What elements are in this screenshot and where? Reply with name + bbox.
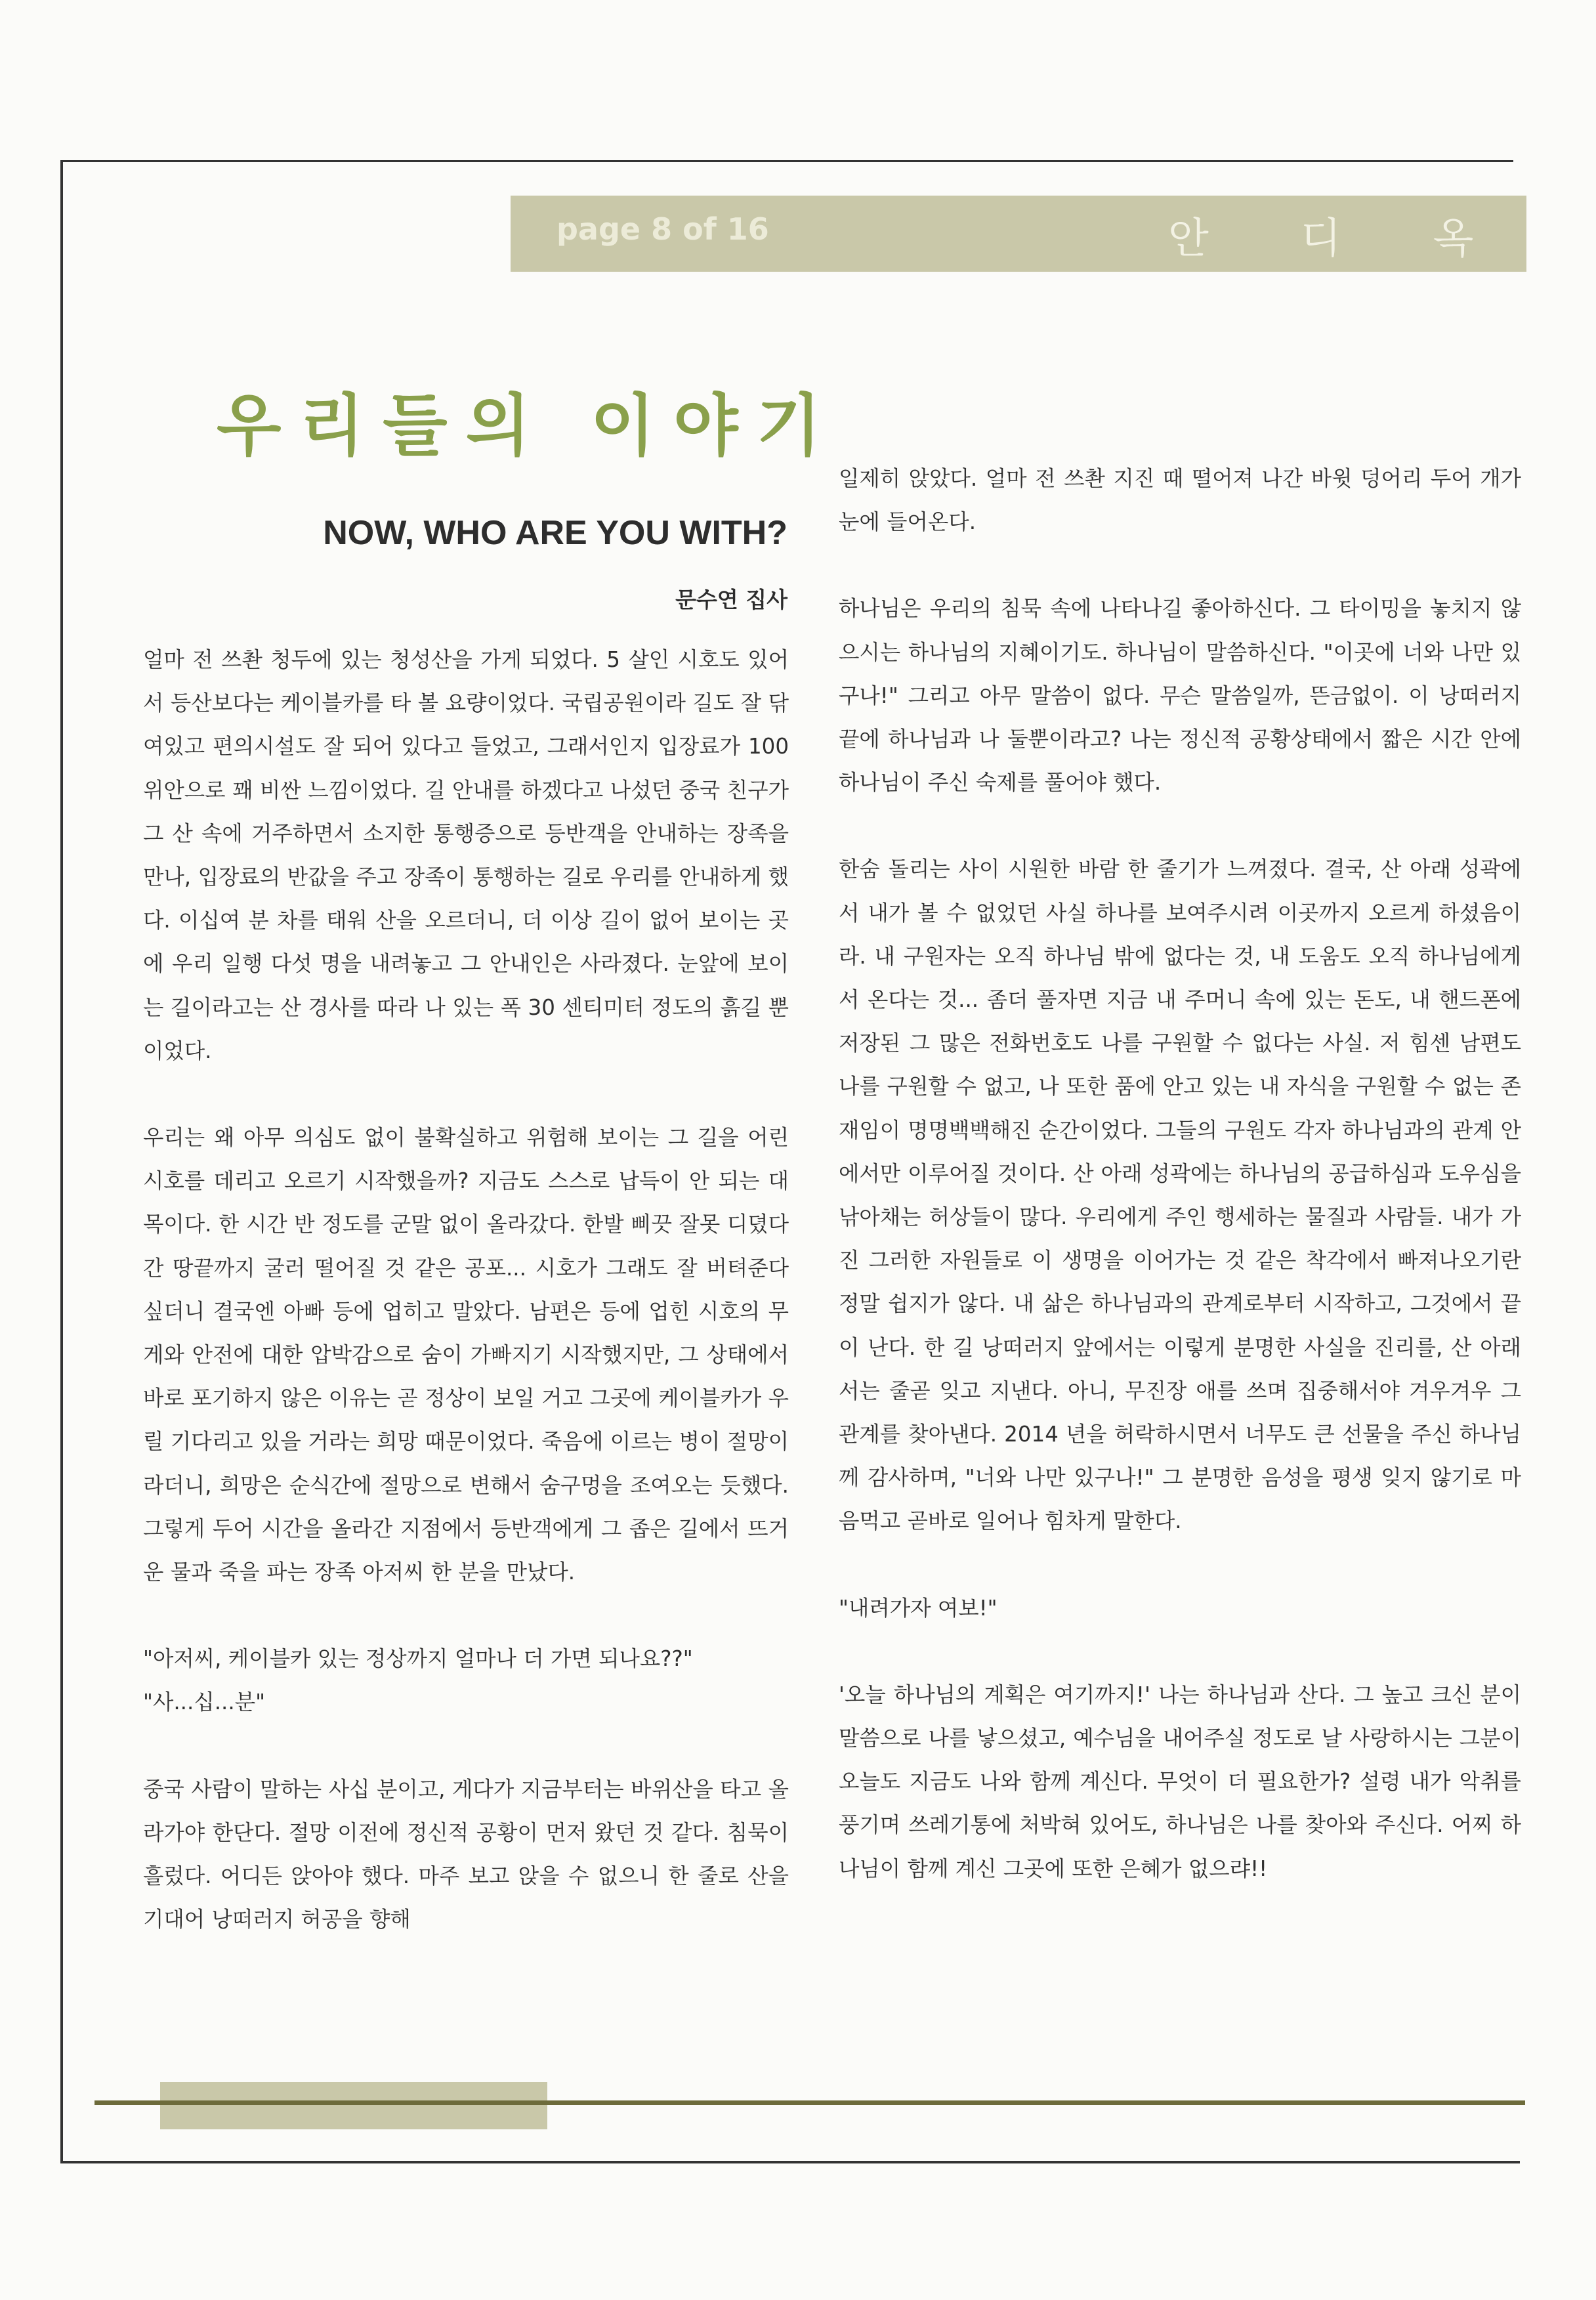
paragraph: 한숨 돌리는 사이 시원한 바람 한 줄기가 느껴졌다. 결국, 산 아래 성곽에서 내가 볼 수 없었던 사실 하나를 보여주시려 이곳까지 오르게 하셨음이라. 내 구원자는 오직 하나님 밖에 없다는 것, 내 도움도 오직 하나님에게서 온다는 것... 좀더 풀자면 지금 내 주머니 속에 있는 돈도, 내 핸드폰에 저장된 그 많은 전화번호도 나를 구원할 수 없다는 사실. 저 힘센 남편도 나를 구원할 수 없고, 나 또한 품에 안고 있는 내 자식을 구원할 수 없는 존재임이 명명백백해진 순간이었다. 그들의 구원도 각자 하나님과의 관계 안에서만 이루어질 것이다. 산 아래 성곽에는 하나님의 공급하심과 도우심을 낚아채는 허상들이 많다. 우리에게 주인 행세하는 물질과 사람들. 내가 가진 그러한 자원들로 이 생명을 이어가는 것 같은 착각에서 빠져나오기란 정말 쉽지가 않다. 내 삶은 하나님과의 관계로부터 시작하고, 그것에서 끝이 난다. 한 길 낭떠러지 앞에서는 이렇게 분명한 사실을 진리를, 산 아래서는 줄곧 잊고 지낸다. 아니, 무진장 애를 쓰며 집중해서야 겨우겨우 그 관계를 찾아낸다. 2014 년을 허락하시면서 너무도 큰 선물을 주신 하나님께 감사하며, "너와 나만 있구나!" 그 분명한 음성을 평생 잊지 않기로 마음먹고 곧바로 일어나 힘차게 말한다. bbox=[839, 857, 1521, 1534]
paragraph: '오늘 하나님의 계획은 여기까지!' 나는 하나님과 산다. 그 높고 크신 분이 말씀으로 나를 낳으셨고, 예수님을 내어주실 정도로 날 사랑하시는 그분이 오늘도 지금도 나와 함께 계신다. 무엇이 더 필요한가? 설령 내가 악취를 풍기며 쓰레기통에 처박혀 있어도, 하나님은 나를 찾아와 주신다. 어찌 하나님이 함께 계신 그곳에 또한 은혜가 없으랴!! bbox=[839, 1682, 1521, 1881]
page-number: page 8 of 16 bbox=[556, 211, 769, 247]
paragraph: 하나님은 우리의 침묵 속에 나타나길 좋아하신다. 그 타이밍을 놓치지 않으시는 하나님의 지혜이기도. 하나님이 말씀하신다. "이곳에 너와 나만 있구나!" 그리고 아무 말씀이 없다. 무슨 말씀일까, 뜬금없이. 이 낭떠러지 끝에 하나님과 나 둘뿐이라고? 나는 정신적 공황상태에서 짧은 시간 안에 하나님이 주신 숙제를 풀어야 했다. bbox=[839, 596, 1521, 796]
footer-block bbox=[160, 2082, 547, 2129]
paragraph: 일제히 앉았다. 얼마 전 쓰촨 지진 때 떨어져 나간 바윗 덩어리 두어 개가 눈에 들어온다. bbox=[839, 466, 1521, 535]
section-title: 우리들의 이야기 bbox=[217, 387, 840, 465]
right-column bbox=[839, 457, 1521, 1890]
paragraph: 얼마 전 쓰촨 청두에 있는 청성산을 가게 되었다. 5 살인 시호도 있어서 등산보다는 케이블카를 타 볼 요량이었다. 국립공원이라 길도 잘 닦여있고 편의시설도 잘 되어 있다고 들었고, 그래서인지 입장료가 100 위안으로 꽤 비싼 느낌이었다. 길 안내를 하겠다고 나섰던 중국 친구가 그 산 속에 거주하면서 소지한 통행증으로 등반객을 안내하는 장족을 만나, 입장료의 반값을 주고 장족이 통행하는 길로 우리를 안내하게 했다. 이십여 분 차를 태워 산을 오르더니, 더 이상 길이 없어 보이는 곳에 우리 일행 다섯 명을 내려놓고 그 안내인은 사라졌다. 눈앞에 보이는 길이라고는 산 경사를 따라 나 있는 폭 30 센티미터 정도의 흙길 뿐이었다. bbox=[143, 647, 789, 1063]
magazine-name: 안디옥 bbox=[1168, 215, 1566, 263]
paragraph: 우리는 왜 아무 의심도 없이 불확실하고 위험해 보이는 그 길을 어린 시호를 데리고 오르기 시작했을까? 지금도 스스로 납득이 안 되는 대목이다. 한 시간 반 정도를 군말 없이 올라갔다. 한발 삐끗 잘못 디뎠다간 땅끝까지 굴러 떨어질 것 같은 공포... 시호가 그래도 잘 버텨준다 싶더니 결국엔 아빠 등에 업히고 말았다. 남편은 등에 업힌 시호의 무게와 안전에 대한 압박감으로 숨이 가빠지기 시작했지만, 그 상태에서 바로 포기하지 않은 이유는 곧 정상이 보일 거고 그곳에 케이블카가 우릴 기다리고 있을 거라는 희망 때문이었다. 죽음에 이르는 병이 절망이라더니, 희망은 순식간에 절망으로 변해서 숨구멍을 조여오는 듯했다. 그렇게 두어 시간을 올라간 지점에서 등반객에게 그 좁은 길에서 뜨거운 물과 죽을 파는 장족 아저씨 한 분을 만났다. bbox=[143, 1125, 789, 1585]
footer-rule bbox=[94, 2100, 1525, 2105]
left-column bbox=[143, 638, 789, 1941]
article-title: NOW, WHO ARE YOU WITH? bbox=[323, 514, 788, 552]
article-author: 문수연 집사 bbox=[675, 587, 788, 612]
dialogue-line: "아저씨, 케이블카 있는 정상까지 얼마나 더 가면 되나요??" bbox=[143, 1646, 693, 1672]
dialogue-line: "사...십...분" bbox=[143, 1690, 266, 1715]
paragraph: 중국 사람이 말하는 사십 분이고, 게다가 지금부터는 바위산을 타고 올라가야 한단다. 절망 이전에 정신적 공황이 먼저 왔던 것 같다. 침묵이 흘렀다. 어디든 앉아야 했다. 마주 보고 앉을 수 없으니 한 줄로 산을 기대어 낭떠러지 허공을 향해 bbox=[143, 1776, 789, 1932]
dialogue-line: "내려가자 여보!" bbox=[839, 1595, 998, 1621]
